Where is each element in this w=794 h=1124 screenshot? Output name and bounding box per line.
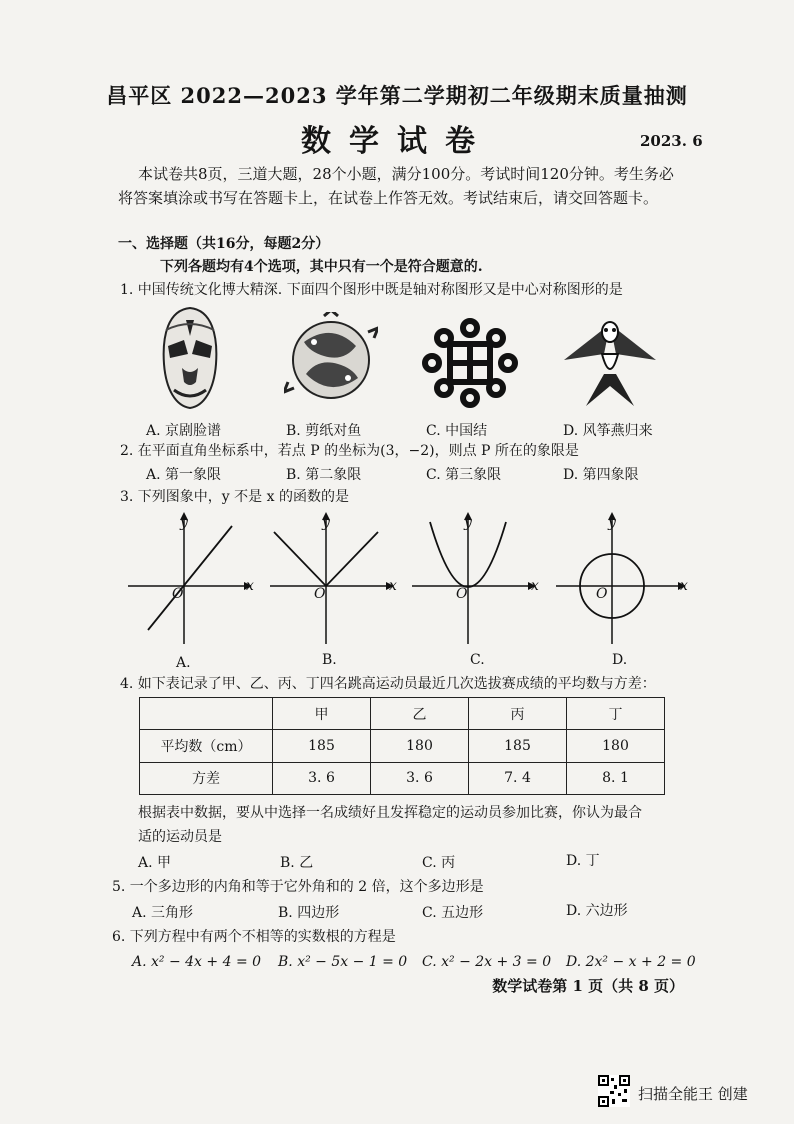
- q4-option-b[interactable]: B. 乙: [280, 855, 314, 871]
- scanner-watermark: 扫描全能王 创建: [638, 1085, 748, 1103]
- table-header-cell: 丁: [567, 698, 665, 730]
- q3-stem: 3. 下列图象中，y 不是 x 的函数的是: [120, 489, 349, 505]
- graph-a-linear: [128, 512, 252, 644]
- qr-code-icon: [598, 1075, 630, 1107]
- q1-option-a[interactable]: A. 京剧脸谱: [146, 423, 222, 439]
- q5-option-c[interactable]: C. 五边形: [422, 905, 484, 921]
- page-footer: 数学试卷第 1 页（共 8 页）: [492, 977, 684, 995]
- paper-cut-fish-figure: [284, 312, 378, 408]
- q5-option-d[interactable]: D. 六边形: [566, 903, 628, 919]
- instructions-line-1: 本试卷共8页，三道大题，28个小题，满分100分。考试时间120分钟。考生务必: [138, 165, 674, 183]
- table-cell: 185: [273, 730, 371, 762]
- q6-stem: 6. 下列方程中有两个不相等的实数根的方程是: [112, 929, 396, 945]
- q6-option-c[interactable]: C. x² − 2x + 3 = 0: [422, 954, 552, 970]
- q2-stem: 2. 在平面直角坐标系中，若点 P 的坐标为(3，−2)，则点 P 所在的象限是: [120, 443, 579, 459]
- table-header-cell: 乙: [371, 698, 469, 730]
- q3-option-d[interactable]: D.: [612, 652, 628, 668]
- q3-option-c[interactable]: C.: [470, 652, 485, 668]
- instructions-line-2: 将答案填涂或书写在答题卡上，在试卷上作答无效。考试结束后，请交回答题卡。: [118, 189, 659, 207]
- section-heading: 一、选择题（共16分，每题2分）: [118, 236, 330, 252]
- graph-b-absolute: [270, 512, 394, 644]
- table-cell: 185: [469, 730, 567, 762]
- q5-option-a[interactable]: A. 三角形: [132, 905, 194, 921]
- q6-option-b[interactable]: B. x² − 5x − 1 = 0: [278, 954, 408, 970]
- exam-date: 2023. 6: [640, 132, 703, 150]
- table-header-cell: 丙: [469, 698, 567, 730]
- table-cell: 方差: [140, 762, 273, 794]
- opera-mask-figure: [160, 306, 220, 410]
- q1-option-d[interactable]: D. 风筝燕归来: [563, 423, 653, 439]
- q3-option-b[interactable]: B.: [322, 652, 337, 668]
- q1-option-c[interactable]: C. 中国结: [426, 423, 488, 439]
- table-row: [140, 762, 665, 794]
- table-cell: 8. 1: [567, 762, 665, 794]
- graph-a-y-label: y: [180, 515, 188, 531]
- q2-option-d[interactable]: D. 第四象限: [563, 467, 639, 483]
- graph-b-origin: O: [314, 586, 326, 602]
- q1-stem: 1. 中国传统文化博大精深. 下面四个图形中既是轴对称图形又是中心对称图形的是: [120, 282, 623, 298]
- q5-option-b[interactable]: B. 四边形: [278, 905, 340, 921]
- subject-title: 数学试卷: [301, 124, 493, 159]
- q2-option-c[interactable]: C. 第三象限: [426, 467, 502, 483]
- exam-title: 昌平区 2022—2023 学年第二学期初二年级期末质量抽测: [106, 83, 688, 108]
- score-table: [139, 697, 665, 795]
- graph-d-x-label: x: [680, 578, 688, 594]
- graph-d-y-label: y: [608, 515, 616, 531]
- graph-b-y-label: y: [322, 515, 330, 531]
- q4-option-a[interactable]: A. 甲: [138, 855, 172, 871]
- q4-followup-line-1: 根据表中数据，要从中选择一名成绩好且发挥稳定的运动员参加比赛，你认为最合: [138, 805, 642, 821]
- graph-a-x-label: x: [246, 578, 254, 594]
- table-cell: 180: [371, 730, 469, 762]
- q4-stem: 4. 如下表记录了甲、乙、丙、丁四名跳高运动员最近几次选拔赛成绩的平均数与方差：: [120, 676, 656, 692]
- graph-d-origin: O: [596, 586, 608, 602]
- table-cell: 3. 6: [371, 762, 469, 794]
- table-cell: 3. 6: [273, 762, 371, 794]
- q2-option-a[interactable]: A. 第一象限: [146, 467, 222, 483]
- table-cell: 7. 4: [469, 762, 567, 794]
- q5-stem: 5. 一个多边形的内角和等于它外角和的 2 倍，这个多边形是: [112, 879, 484, 895]
- q6-option-a[interactable]: A. x² − 4x + 4 = 0: [132, 954, 262, 970]
- section-note: 下列各题均有4个选项，其中只有一个是符合题意的.: [160, 259, 483, 275]
- q2-option-b[interactable]: B. 第二象限: [286, 467, 362, 483]
- q4-option-d[interactable]: D. 丁: [566, 853, 600, 869]
- graph-b-x-label: x: [389, 578, 397, 594]
- graph-c-y-label: y: [464, 515, 472, 531]
- q4-option-c[interactable]: C. 丙: [422, 855, 456, 871]
- q6-option-d[interactable]: D. 2x² − x + 2 = 0: [566, 954, 696, 970]
- table-header-cell: 甲: [273, 698, 371, 730]
- table-cell: 180: [567, 730, 665, 762]
- chinese-knot-figure: [422, 318, 518, 408]
- graph-d-circle: [556, 512, 686, 644]
- graph-c-origin: O: [456, 586, 468, 602]
- q4-followup-line-2: 适的运动员是: [138, 829, 222, 845]
- table-header-row: [140, 698, 665, 730]
- swallow-kite-figure: [564, 314, 656, 408]
- table-row: [140, 730, 665, 762]
- q3-option-a[interactable]: A.: [176, 655, 191, 671]
- graph-c-x-label: x: [531, 578, 539, 594]
- table-cell: 平均数（cm）: [140, 730, 273, 762]
- graph-a-origin: O: [172, 586, 184, 602]
- q1-option-b[interactable]: B. 剪纸对鱼: [286, 423, 362, 439]
- table-header-cell: [140, 698, 273, 730]
- graph-c-parabola: [412, 512, 536, 644]
